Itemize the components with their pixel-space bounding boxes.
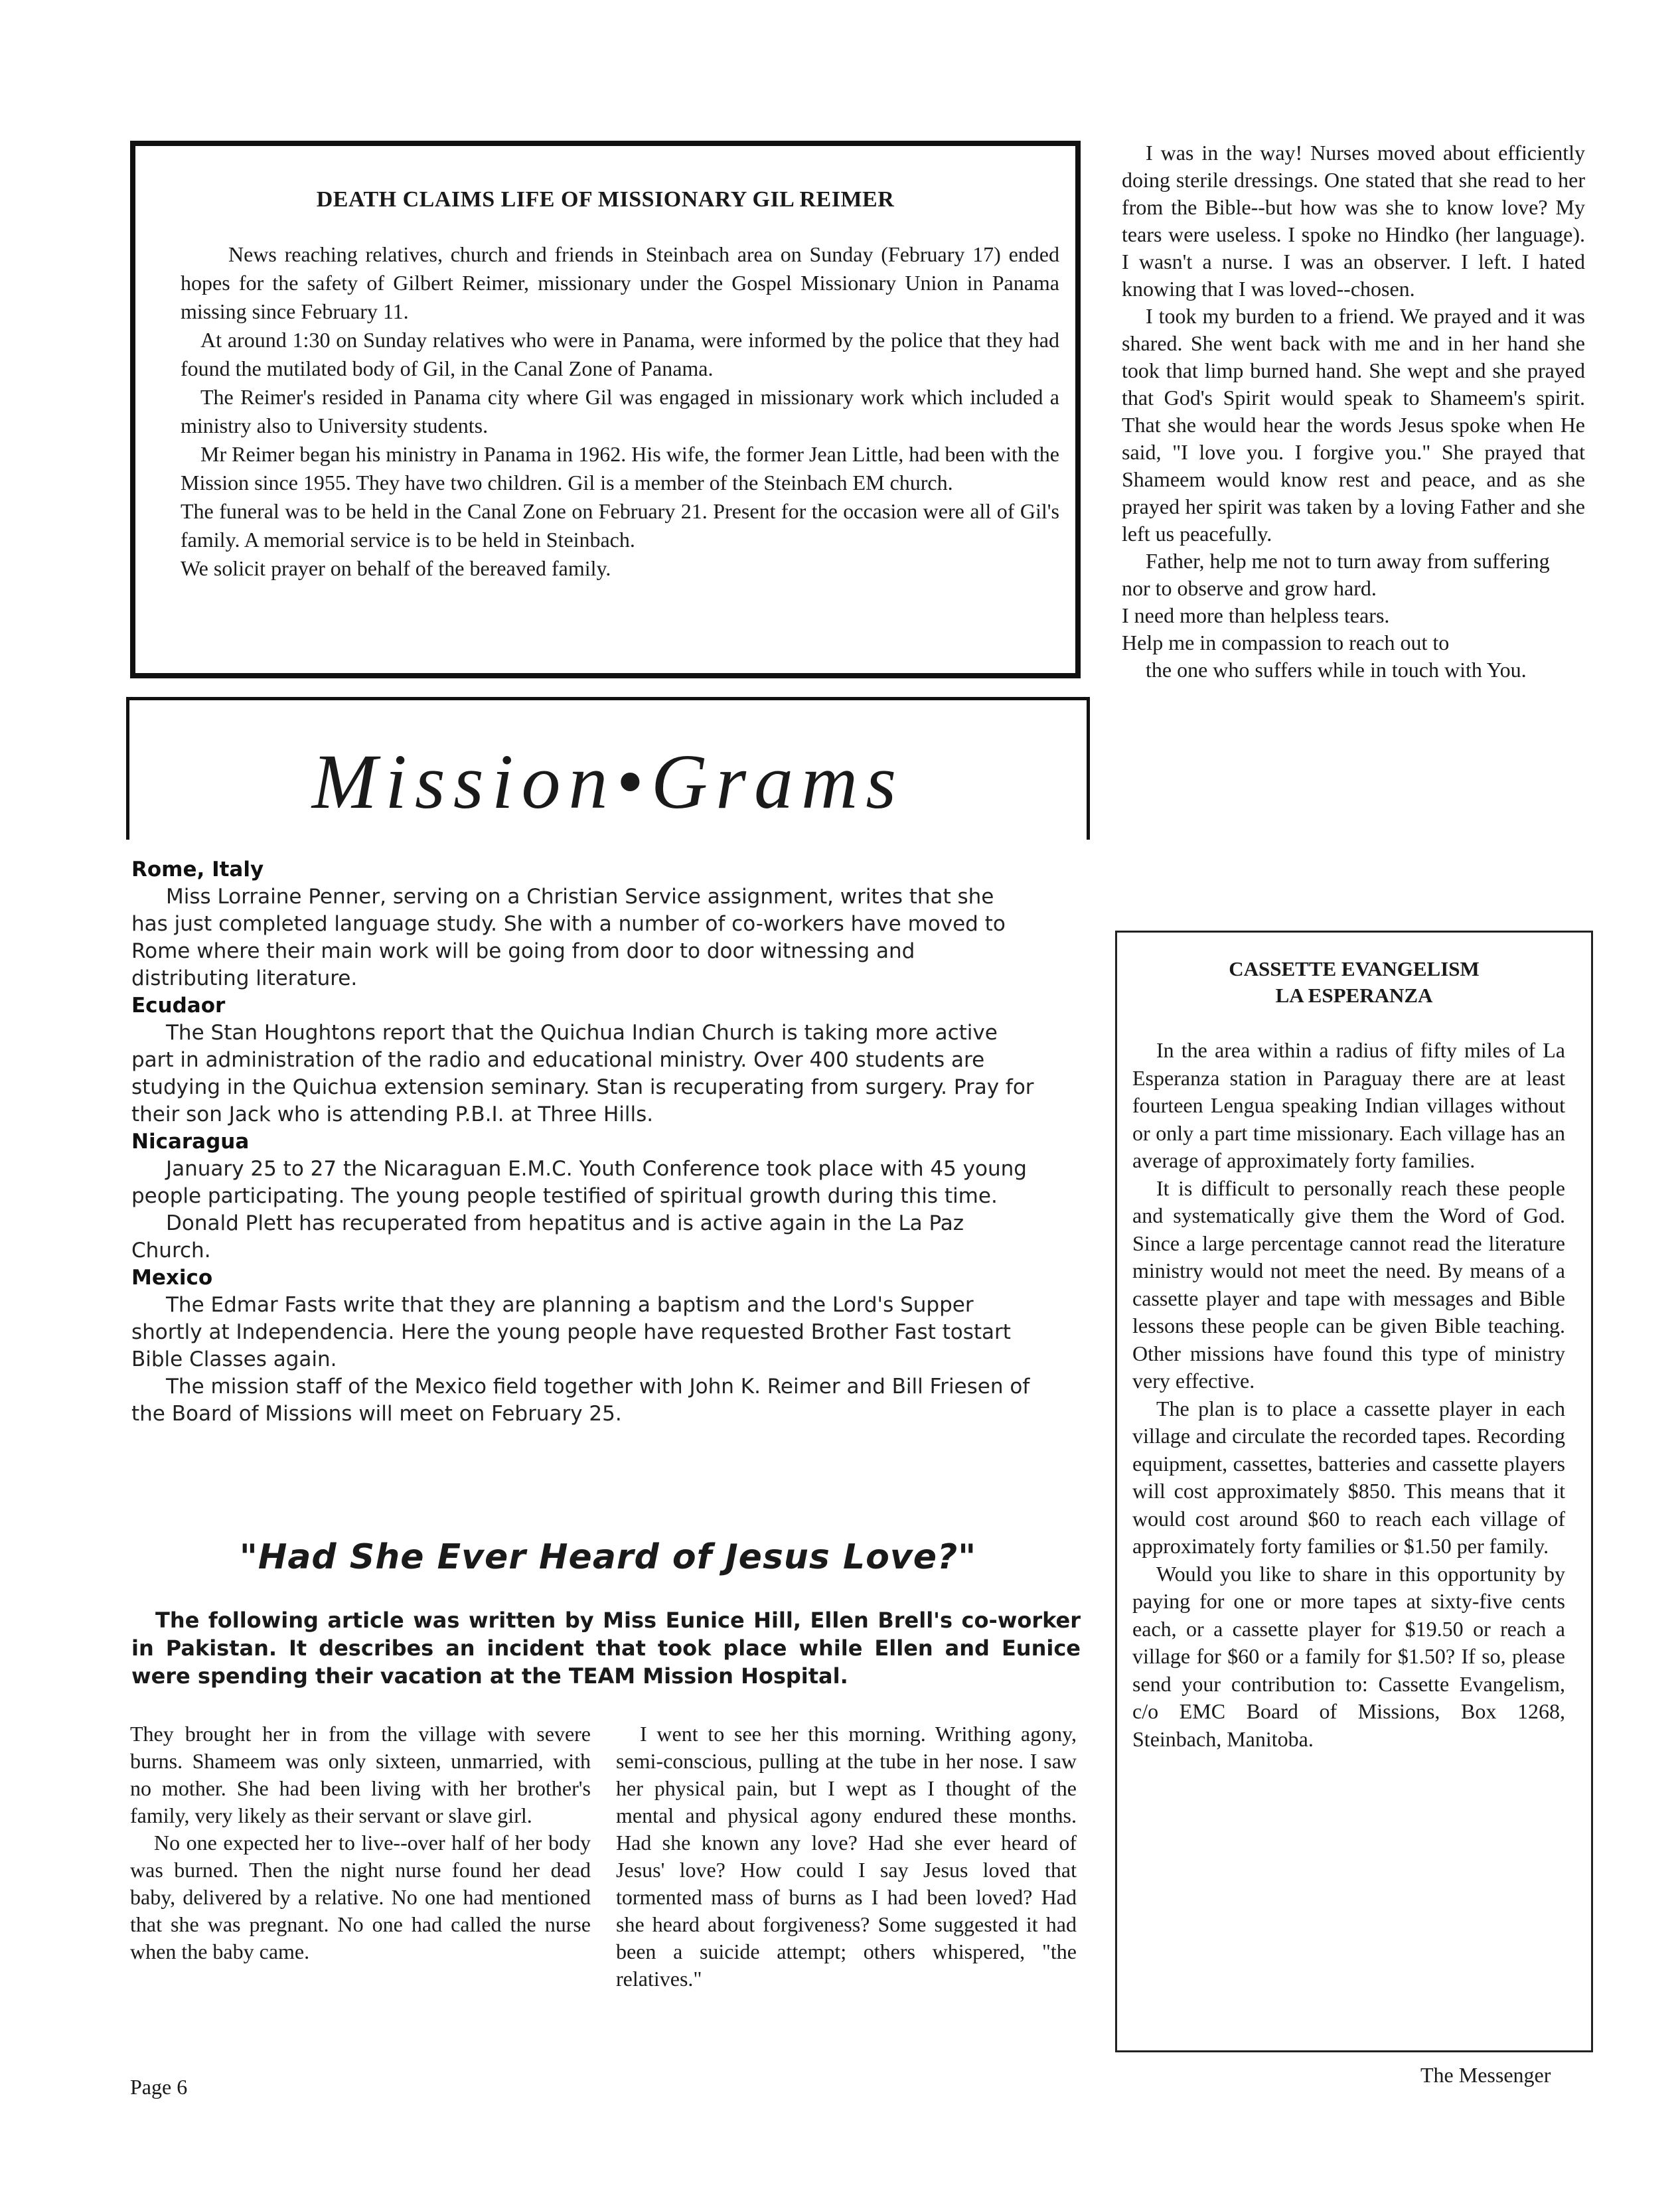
nicaragua-paragraph: January 25 to 27 the Nicaraguan E.M.C. Youth Conference took place with 45 young people participating. The young people testified of spiritual growth during this time. (131, 1157, 1027, 1208)
page-number: Page 6 (130, 2075, 188, 2099)
article-lead (131, 1606, 1081, 1690)
cassette-paragraph: Would you like to share in this opportunity by paying for one or more tapes at sixty-five cents each, or a cassette player for $19.50 or reach a village for $60 or a family for $1.50? If so, please send your contribution to: Cassette Evangelism, c/o EMC Board of Missions, Box 1268, Steinbach, Manitoba. (1132, 1561, 1565, 1751)
mission-grams-frame-top (126, 697, 1090, 700)
cassette-paragraph: In the area within a radius of fifty miles of La Esperanza station in Paraguay there are at least fourteen Lengua speaking Indian villages without or only a part time missionary. Each village has an average of approximately forty families. (1132, 1038, 1565, 1172)
mexico-paragraph: The Edmar Fasts write that they are planning a baptism and the Lord's Supper shortly at Independencia. Here the young people have requested Brother Fast tostart Bible Classes again. (131, 1293, 1011, 1371)
ecuador-paragraph: The Stan Houghtons report that the Quichua Indian Church is taking more active part in administration of the radio and educational ministry. Over 400 students are studying in the Quichua extension seminary. Stan is recuperating from surgery. Pray for their son Jack who is attending P.B.I. at Three Hills. (131, 1021, 1034, 1126)
death-notice-paragraph: The funeral was to be held in the Canal Zone on February 21. Present for the occasion were all of Gil's family. A memorial service is to be held in Steinbach. (181, 499, 1059, 552)
article-paragraph: I went to see her this morning. Writhing agony, semi-conscious, pulling at the tube in her nose. I saw her physical pain, but I wept as I thought of the mental and physical agony endured these months. Had she known any love? Had she ever heard of Jesus' love? How could I say Jesus loved that tormented mass of burns as I had been loved? Had she heard about forgiveness? Some suggested it had been a suicide attempt; others whispered, "the relatives." (616, 1722, 1077, 1991)
article-paragraph: I was in the way! Nurses moved about efficiently doing sterile dressings. One stated that she read to her from the Bible--but how was she to know love? My tears were useless. I spoke no Hindko (her language). I wasn't a nurse. I was an observer. I left. I hated knowing that I was loved--chosen. (1122, 141, 1585, 301)
death-notice-paragraph: The Reimer's resided in Panama city where Gil was engaged in missionary work which included a ministry also to University students. (181, 385, 1059, 437)
article-paragraph: I took my burden to a friend. We prayed and it was shared. She went back with me and in her hand she took that limp burned hand. She wept and she prayed that God's Spirit would speak to Shameem's spirit. That she would hear the words Jesus spoke when He said, "I love you. I forgive you." She prayed that Shameem would know rest and peace, and as she prayed her spirit was taken by a loving Father and she left us peacefully. (1122, 304, 1585, 546)
mission-grams-body (131, 856, 1034, 1428)
poem-line: Father, help me not to turn away from suffering (1146, 549, 1550, 573)
poem-line: I need more than helpless tears. (1122, 603, 1390, 627)
section-heading-mexico: Mexico (131, 1266, 213, 1290)
section-heading-nicaragua: Nicaragua (131, 1130, 250, 1154)
publication-name: The Messenger (1420, 2063, 1551, 2087)
death-notice-body (181, 240, 1059, 583)
cassette-paragraph: It is difficult to personally reach these people and systematically give them the Word of God. Since a large percentage cannot read the literature ministry would not meet the need. By means of a cassette player and tape with messages and Bible lessons these people can be given Bible teaching. Other missions have found this type of ministry very effective. (1132, 1176, 1565, 1393)
article-column-3 (1122, 139, 1585, 684)
article-column-1 (130, 1720, 591, 1965)
death-notice-paragraph: News reaching relatives, church and friends in Steinbach area on Sunday (February 17) ended hopes for the safety of Gilbert Reimer, missionary under the Gospel Missionary Union in Panama missing since February 11. (181, 242, 1059, 323)
article-column-2 (616, 1720, 1077, 1993)
cassette-title-line-2: LA ESPERANZA (1275, 984, 1433, 1007)
article-lead-text: The following article was written by Miss Eunice Hill, Ellen Brell's co-worker in Pakistan. It describes an incident that took place while Ellen and Eunice were spending their vacation at the TEAM Mission Hospital. (131, 1608, 1081, 1689)
article-paragraph: No one expected her to live--over half of her body was burned. Then the night nurse found her dead baby, delivered by a relative. No one had mentioned that she was pregnant. No one had called the nurse when the baby came. (130, 1831, 591, 1963)
mexico-paragraph: The mission staff of the Mexico field together with John K. Reimer and Bill Friesen of the Board of Missions will meet on February 25. (131, 1375, 1030, 1426)
cassette-paragraph: The plan is to place a cassette player in each village and circulate the recorded tapes. Recording equipment, cassettes, batteries and cassette players will cost approximately $850. This means that it would cost around $60 to reach each village of approximately forty families or $1.50 per family. (1132, 1396, 1565, 1558)
mission-grams-title: Mission•Grams (311, 738, 905, 825)
poem-line: nor to observe and grow hard. (1122, 576, 1377, 600)
cassette-title-line-1: CASSETTE EVANGELISM (1229, 957, 1480, 980)
section-heading-ecuador: Ecudaor (131, 994, 226, 1018)
cassette-evangelism-title (1115, 956, 1593, 1009)
nicaragua-paragraph: Donald Plett has recuperated from hepatitus and is active again in the La Paz Church. (131, 1211, 964, 1262)
rome-paragraph: Miss Lorraine Penner, serving on a Christian Service assignment, writes that she has just completed language study. She with a number of co-workers have moved to Rome where their main work will be going from door to door witnessing and distributing literature. (131, 885, 1006, 990)
article-paragraph: They brought her in from the village with severe burns. Shameem was only sixteen, unmarried, with no mother. She had been living with her brother's family, very likely as their servant or slave girl. (130, 1722, 591, 1827)
death-notice-paragraph: Mr Reimer began his ministry in Panama in 1962. His wife, the former Jean Little, had been with the Mission since 1955. They have two children. Gil is a member of the Steinbach EM church. (181, 442, 1059, 495)
death-notice-paragraph: At around 1:30 on Sunday relatives who were in Panama, were informed by the police that they had found the mutilated body of Gil, in the Canal Zone of Panama. (181, 328, 1059, 380)
cassette-evangelism-body (1132, 1037, 1565, 1753)
section-heading-rome: Rome, Italy (131, 858, 264, 881)
poem-line: Help me in compassion to reach out to (1122, 631, 1450, 654)
death-notice-title: DEATH CLAIMS LIFE OF MISSIONARY GIL REIMER (316, 187, 895, 212)
death-notice-paragraph: We solicit prayer on behalf of the bereaved family. (181, 556, 611, 580)
poem-line: the one who suffers while in touch with You. (1146, 658, 1527, 682)
article-title: "Had She Ever Heard of Jesus Love?" (239, 1537, 977, 1577)
